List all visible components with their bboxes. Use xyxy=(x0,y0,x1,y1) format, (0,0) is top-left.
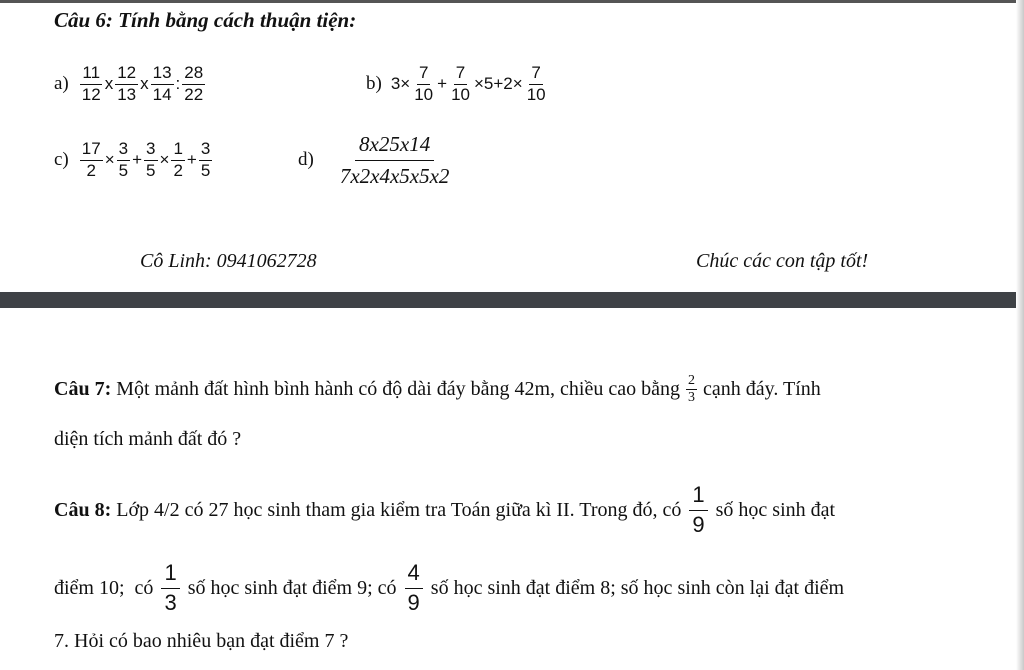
question-7-line-2: diện tích mảnh đất đó ? xyxy=(54,428,242,450)
b-term2: ×5+2× xyxy=(474,74,523,93)
b-term1: 3× xyxy=(390,74,411,93)
question-7-line-1 xyxy=(54,362,821,416)
q8-frac2-den: 3 xyxy=(164,589,177,615)
scroll-shadow xyxy=(1016,0,1024,670)
question-6-heading: Câu 6: Tính bằng cách thuận tiện: xyxy=(54,8,357,32)
d-denominator: 7x2x4x5x5x2 xyxy=(339,163,450,188)
q8-frac3-den: 9 xyxy=(407,589,420,615)
exercise-a-label: a) xyxy=(54,73,69,94)
exercise-b xyxy=(366,52,549,116)
q8-frac3-num: 4 xyxy=(405,561,423,588)
question-8-text-end: số học sinh đạt xyxy=(715,498,836,521)
question-7-text: Một mảnh đất hình bình hành có độ dài đáy bằng 42m, chiều cao bằng xyxy=(116,377,680,400)
question-7-label: Câu 7: xyxy=(54,377,112,400)
question-8-text: Lớp 4/2 có 27 học sinh tham gia kiểm tra Toán giữa kì II. Trong đó, có xyxy=(116,498,682,521)
d-numerator: 8x25x14 xyxy=(355,132,434,160)
b-op1: + xyxy=(437,74,448,93)
a-f3-den: 14 xyxy=(152,84,172,104)
question-8-line-1 xyxy=(54,470,835,550)
b-f2-den: 10 xyxy=(451,84,470,104)
q8-line2-a: điểm 10; có xyxy=(54,576,154,599)
a-op1: x xyxy=(104,74,114,93)
exercise-d-label: d) xyxy=(298,149,314,170)
c-f3-num: 3 xyxy=(144,140,157,161)
c-f4-den: 2 xyxy=(173,160,183,180)
a-op3: : xyxy=(175,74,181,93)
exercise-a xyxy=(54,52,206,116)
exercise-b-label: b) xyxy=(366,73,382,94)
exercise-d xyxy=(298,124,453,196)
c-f1-den: 2 xyxy=(86,160,96,180)
a-f2-den: 13 xyxy=(117,84,137,104)
b-f1-den: 10 xyxy=(414,84,434,104)
c-f3-den: 5 xyxy=(146,160,156,180)
c-op4: + xyxy=(186,150,197,169)
c-f5-num: 3 xyxy=(199,140,212,161)
exercise-c xyxy=(54,128,213,192)
q8-line2-c: số học sinh đạt điểm 8; số học sinh còn lại đạt điểm xyxy=(430,576,845,599)
question-7-text-end: cạnh đáy. Tính xyxy=(703,377,821,400)
a-f1-num: 11 xyxy=(80,64,102,85)
q8-frac2-num: 1 xyxy=(161,561,179,588)
c-f5-den: 5 xyxy=(200,160,211,180)
c-op2: + xyxy=(132,150,143,169)
question-8-line-3: 7. Hỏi có bao nhiêu bạn đạt điểm 7 ? xyxy=(54,630,349,652)
c-f1-num: 17 xyxy=(80,140,103,161)
question-8-label: Câu 8: xyxy=(54,498,112,521)
a-f2-num: 12 xyxy=(115,64,138,85)
teacher-contact: Cô Linh: 0941062728 xyxy=(140,250,317,272)
c-f4-num: 1 xyxy=(171,140,184,161)
a-f4-num: 28 xyxy=(182,64,205,85)
q8-line2-b: số học sinh đạt điểm 9; có xyxy=(187,576,397,599)
exercise-c-label: c) xyxy=(54,149,69,170)
q7-frac-num: 2 xyxy=(688,373,695,389)
q8-frac1-den: 9 xyxy=(692,511,705,537)
top-edge xyxy=(0,0,1024,3)
a-f4-den: 22 xyxy=(184,84,204,104)
page-gap xyxy=(0,292,1024,308)
question-8-line-2 xyxy=(54,552,844,624)
b-f3-den: 10 xyxy=(526,84,546,104)
c-f2-den: 5 xyxy=(118,160,129,180)
c-op3: × xyxy=(159,150,170,169)
closing-wish: Chúc các con tập tốt! xyxy=(696,250,869,272)
b-f3-num: 7 xyxy=(529,64,542,85)
q7-frac-den: 3 xyxy=(688,389,695,405)
b-f1-num: 7 xyxy=(417,64,430,85)
c-op1: × xyxy=(104,150,115,169)
a-f3-num: 13 xyxy=(151,64,174,85)
a-op2: x xyxy=(140,74,149,93)
b-f2-num: 7 xyxy=(454,64,467,85)
c-f2-num: 3 xyxy=(117,140,130,161)
q8-frac1-num: 1 xyxy=(689,483,707,510)
a-f1-den: 12 xyxy=(81,84,101,104)
